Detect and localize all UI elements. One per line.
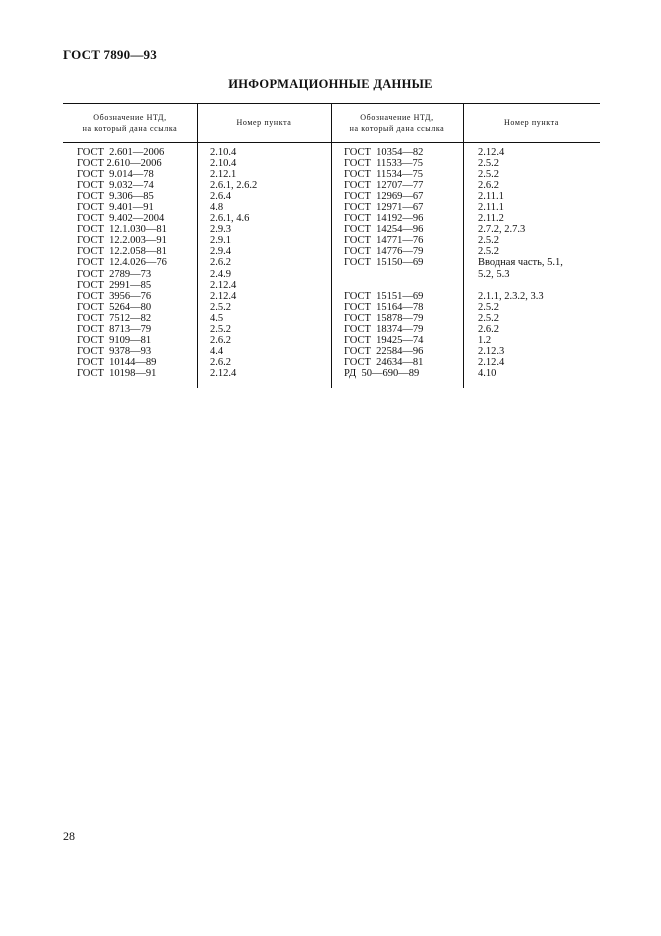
table-cell: 2.5.2 xyxy=(478,158,499,170)
table-cell: 2.5.2 xyxy=(210,301,231,313)
table-cell: 2.6.2 xyxy=(478,323,499,335)
table-cell: ГОСТ 12.2.058—81 xyxy=(77,246,167,258)
table-cell: ГОСТ 15878—79 xyxy=(344,312,424,324)
table-cell: ГОСТ 10198—91 xyxy=(77,367,157,379)
table-cell xyxy=(344,280,423,291)
table-cell: ГОСТ 12.4.026—76 xyxy=(77,257,167,269)
table-cell: ГОСТ 12.1.030—81 xyxy=(77,224,167,236)
table-cell: ГОСТ 2789—73 xyxy=(77,268,152,280)
table-cell: ГОСТ 5264—80 xyxy=(77,301,152,313)
table-cell: 2.12.4 xyxy=(478,356,505,368)
table-cell: 2.5.2 xyxy=(478,246,499,258)
table-cell: 2.12.4 xyxy=(478,147,505,158)
column-divider xyxy=(197,142,198,388)
table-cell: 2.12.1 xyxy=(210,169,237,181)
table-cell: ГОСТ 18374—79 xyxy=(344,323,424,335)
table-cell: 2.12.4 xyxy=(210,290,237,302)
table-cell: 2.4.9 xyxy=(210,268,231,280)
table-cell: 2.11.1 xyxy=(478,191,504,203)
table-cell: 2.6.1, 2.6.2 xyxy=(210,180,258,192)
table-cell: ГОСТ 15151—69 xyxy=(344,290,424,302)
table-cell: 2.9.3 xyxy=(210,224,231,236)
left-clauses-column xyxy=(210,147,257,379)
column-divider xyxy=(331,103,332,388)
table-cell: 2.6.2 xyxy=(210,334,231,346)
table-cell: 4.8 xyxy=(210,202,224,214)
table-cell: 4.4 xyxy=(210,345,224,357)
table-cell xyxy=(478,280,563,291)
table-cell: ГОСТ 11534—75 xyxy=(344,169,424,181)
table-cell: 4.10 xyxy=(478,367,497,379)
table-cell: ГОСТ 7512—82 xyxy=(77,312,152,324)
table-cell: ГОСТ 8713—79 xyxy=(77,323,152,335)
table-cell: 2.1.1, 2.3.2, 3.3 xyxy=(478,290,544,302)
table-cell: 2.6.2 xyxy=(210,257,231,269)
table-cell: 2.6.2 xyxy=(210,356,231,368)
table-cell: ГОСТ 14192—96 xyxy=(344,213,424,225)
table-cell: 2.12.4 xyxy=(210,279,237,291)
right-clauses-column xyxy=(478,147,563,379)
table-cell: ГОСТ 24634—81 xyxy=(344,356,424,368)
table-cell xyxy=(344,269,423,280)
table-cell: 2.12.4 xyxy=(210,367,237,379)
table-cell: ГОСТ 2991—85 xyxy=(77,279,152,291)
table-cell: ГОСТ 12969—67 xyxy=(344,191,424,203)
table-cell: ГОСТ 9109—81 xyxy=(77,334,152,346)
table-cell: 2.11.2 xyxy=(478,213,504,225)
table-cell: ГОСТ 14254—96 xyxy=(344,224,424,236)
table-cell: ГОСТ 11533—75 xyxy=(344,158,424,170)
table-cell: 1.2 xyxy=(478,334,492,346)
table-cell: 2.12.3 xyxy=(478,345,505,357)
table-cell: ГОСТ 10144—89 xyxy=(77,356,157,368)
table-cell: ГОСТ 2.610—2006 xyxy=(77,158,162,170)
table-cell: ГОСТ 9.032—74 xyxy=(77,180,154,192)
table-cell: ГОСТ 14776—79 xyxy=(344,246,424,258)
table-cell: ГОСТ 2.601—2006 xyxy=(77,147,165,158)
table-cell: 2.5.2 xyxy=(478,312,499,324)
table-cell: ГОСТ 9.402—2004 xyxy=(77,213,165,225)
header-clause-number: Номер пункта xyxy=(236,118,292,127)
table-cell: 2.7.2, 2.7.3 xyxy=(478,224,526,236)
table-cell: 2.11.1 xyxy=(478,202,504,214)
page-number: 28 xyxy=(63,829,75,843)
left-references-column xyxy=(77,147,167,379)
table-cell: ГОСТ 3956—76 xyxy=(77,290,152,302)
table-cell: ГОСТ 9.401—91 xyxy=(77,202,154,214)
table-cell: 2.5.2 xyxy=(478,235,499,247)
table-cell: 5.2, 5.3 xyxy=(478,268,510,280)
table-cell: 2.6.2 xyxy=(478,180,499,192)
table-cell: ГОСТ 10354—82 xyxy=(344,147,424,158)
table-cell: РД 50—690—89 xyxy=(344,367,420,379)
table-cell: 2.6.4 xyxy=(210,191,231,203)
table-cell: ГОСТ 9.306—85 xyxy=(77,191,154,203)
table-cell: 2.6.1, 4.6 xyxy=(210,213,250,225)
table-cell: 2.9.4 xyxy=(210,246,231,258)
table-cell: 2.5.2 xyxy=(210,323,231,335)
table-cell: ГОСТ 9378—93 xyxy=(77,345,152,357)
table-cell: ГОСТ 22584—96 xyxy=(344,345,424,357)
table-cell: 2.10.4 xyxy=(210,158,237,170)
table-cell: ГОСТ 12707—77 xyxy=(344,180,424,192)
table-cell: ГОСТ 12.2.003—91 xyxy=(77,235,167,247)
table-cell: ГОСТ 19425—74 xyxy=(344,334,424,346)
table-cell: 2.5.2 xyxy=(478,169,499,181)
table-cell: ГОСТ 15150—69 xyxy=(344,257,424,269)
table-cell: ГОСТ 14771—76 xyxy=(344,235,424,247)
section-title: ИНФОРМАЦИОННЫЕ ДАННЫЕ xyxy=(228,77,433,91)
header-reference-designation: Обозначение НТД, на который дана ссылка xyxy=(82,112,178,133)
table-cell: 2.9.1 xyxy=(210,235,231,247)
header-clause-number: Номер пункта xyxy=(504,118,559,127)
header-reference-designation: Обозначение НТД, на который дана ссылка xyxy=(349,112,445,133)
right-references-column xyxy=(344,147,423,379)
table-cell: Вводная часть, 5.1, xyxy=(478,257,563,269)
document-code: ГОСТ 7890—93 xyxy=(63,47,157,62)
table-cell: 2.10.4 xyxy=(210,147,237,158)
reference-table xyxy=(63,103,600,388)
table-cell: ГОСТ 15164—78 xyxy=(344,301,424,313)
table-cell: ГОСТ 9.014—78 xyxy=(77,169,154,181)
table-cell: 2.5.2 xyxy=(478,301,499,313)
table-cell: 4.5 xyxy=(210,312,224,324)
column-divider xyxy=(463,103,464,388)
table-cell: ГОСТ 12971—67 xyxy=(344,202,424,214)
